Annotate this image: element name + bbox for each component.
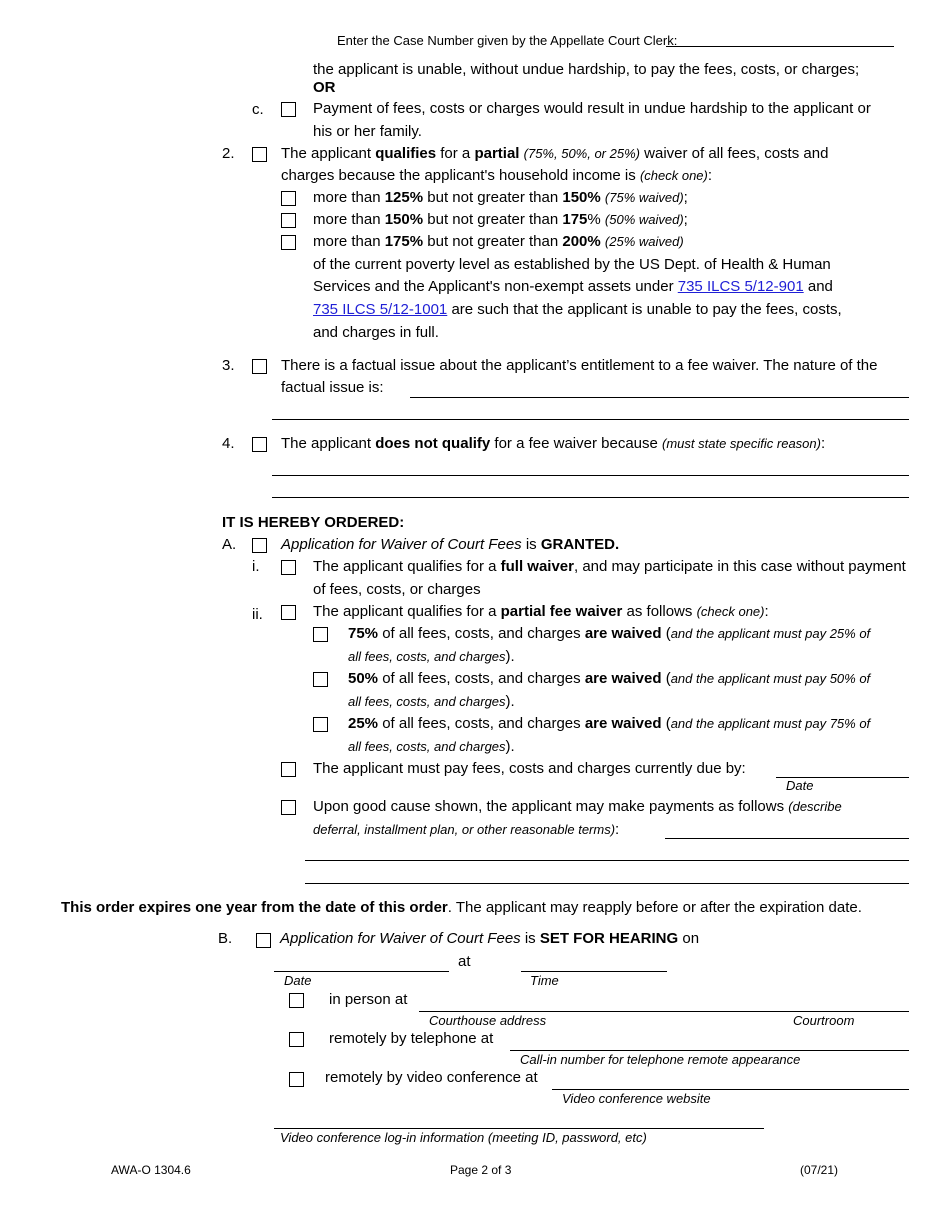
- item-4-checkbox[interactable]: [252, 437, 267, 452]
- login-info-line[interactable]: [274, 1128, 764, 1129]
- income-option-3: more than 175% but not greater than 200% (25% waived): [313, 233, 684, 250]
- pay-due-checkbox[interactable]: [281, 762, 296, 777]
- poverty-text-3: 735 ILCS 5/12-1001 are such that the applicant is unable to pay the fees, costs,: [313, 301, 842, 318]
- statute-link-2[interactable]: 735 ILCS 5/12-1001: [313, 301, 448, 318]
- order-b-number: B.: [218, 930, 233, 947]
- item-2-text-2: charges because the applicant's household income is (check one):: [281, 167, 713, 184]
- order-ii-text: The applicant qualifies for a partial fee waiver as follows (check one):: [313, 603, 769, 620]
- reason-line-2[interactable]: [272, 497, 909, 498]
- hearing-time-label: Time: [530, 973, 559, 988]
- order-a-checkbox[interactable]: [252, 538, 267, 553]
- partial-25-text-1: 25% of all fees, costs, and charges are waived (and the applicant must pay 75% of: [348, 715, 871, 732]
- order-a-text: Application for Waiver of Court Fees is GRANTED.: [281, 536, 620, 553]
- case-number-label: Enter the Case Number given by the Appellate Court Clerk:: [337, 33, 678, 48]
- expiry-notice: This order expires one year from the date of this order. The applicant may reapply before or after the expiration date.: [61, 899, 862, 916]
- item-3-text-2: factual issue is:: [281, 379, 384, 396]
- order-a-number: A.: [222, 536, 237, 553]
- video-checkbox[interactable]: [289, 1072, 304, 1087]
- telephone-text: remotely by telephone at: [329, 1030, 494, 1047]
- reason-line-1[interactable]: [272, 475, 909, 476]
- factual-issue-line-2[interactable]: [272, 419, 909, 420]
- good-cause-checkbox[interactable]: [281, 800, 296, 815]
- income-option-1-checkbox[interactable]: [281, 191, 296, 206]
- video-website-line[interactable]: [552, 1089, 909, 1090]
- order-i-checkbox[interactable]: [281, 560, 296, 575]
- item-2-text-1: The applicant qualifies for a partial (75%, 50%, or 25%) waiver of all fees, costs and: [281, 145, 829, 162]
- item-c-checkbox[interactable]: [281, 102, 296, 117]
- video-website-label: Video conference website: [562, 1091, 711, 1106]
- form-id: AWA-O 1304.6: [111, 1163, 191, 1177]
- continuation-text: the applicant is unable, without undue hardship, to pay the fees, costs, or charges;: [313, 61, 860, 78]
- order-ii-checkbox[interactable]: [281, 605, 296, 620]
- item-c-number: c.: [252, 101, 264, 118]
- callin-label: Call-in number for telephone remote appearance: [520, 1052, 801, 1067]
- hearing-date-line[interactable]: [274, 971, 449, 972]
- item-c-text-2: his or her family.: [313, 123, 422, 140]
- page-number: Page 2 of 3: [450, 1163, 512, 1177]
- income-option-2: more than 150% but not greater than 175% (50% waived);: [313, 211, 688, 228]
- pay-due-text: The applicant must pay fees, costs and charges currently due by:: [313, 760, 746, 777]
- in-person-checkbox[interactable]: [289, 993, 304, 1008]
- pay-due-date-label: Date: [786, 778, 814, 793]
- telephone-checkbox[interactable]: [289, 1032, 304, 1047]
- statute-link-1[interactable]: 735 ILCS 5/12-901: [677, 278, 804, 295]
- item-2-checkbox[interactable]: [252, 147, 267, 162]
- terms-line-2[interactable]: [305, 860, 909, 861]
- at-text: at: [458, 953, 471, 970]
- callin-line[interactable]: [510, 1050, 909, 1051]
- partial-50-text-2: all fees, costs, and charges).: [348, 693, 515, 710]
- courtroom-label: Courtroom: [793, 1013, 855, 1028]
- item-4-number: 4.: [222, 435, 235, 452]
- revision-date: (07/21): [800, 1163, 839, 1177]
- order-i-text-2: of fees, costs, or charges: [313, 581, 481, 598]
- order-ii-number: ii.: [252, 606, 263, 623]
- good-cause-text-2: deferral, installment plan, or other reasonable terms):: [313, 821, 620, 838]
- order-b-text: Application for Waiver of Court Fees is SET FOR HEARING on: [280, 930, 700, 947]
- login-info-label: Video conference log-in information (meeting ID, password, etc): [280, 1130, 647, 1145]
- hearing-time-line[interactable]: [521, 971, 667, 972]
- item-c-text-1: Payment of fees, costs or charges would result in undue hardship to the applicant or: [313, 100, 871, 117]
- case-number-field[interactable]: [666, 46, 894, 47]
- partial-50-checkbox[interactable]: [313, 672, 328, 687]
- good-cause-text-1: Upon good cause shown, the applicant may make payments as follows (describe: [313, 798, 842, 815]
- partial-75-checkbox[interactable]: [313, 627, 328, 642]
- order-b-checkbox[interactable]: [256, 933, 271, 948]
- or-text: OR: [313, 79, 336, 96]
- in-person-text: in person at: [329, 991, 408, 1008]
- poverty-text-4: and charges in full.: [313, 324, 439, 341]
- poverty-text-2: Services and the Applicant's non-exempt assets under 735 ILCS 5/12-901 and: [313, 278, 833, 295]
- partial-75-text-1: 75% of all fees, costs, and charges are waived (and the applicant must pay 25% of: [348, 625, 871, 642]
- item-3-text-1: There is a factual issue about the applicant’s entitlement to a fee waiver. The nature of the: [281, 357, 878, 374]
- partial-25-text-2: all fees, costs, and charges).: [348, 738, 515, 755]
- factual-issue-line-1[interactable]: [410, 397, 909, 398]
- order-i-text-1: The applicant qualifies for a full waiver, and may participate in this case without payment: [313, 558, 906, 575]
- income-option-2-checkbox[interactable]: [281, 213, 296, 228]
- terms-line-3[interactable]: [305, 883, 909, 884]
- courthouse-line[interactable]: [419, 1011, 909, 1012]
- item-2-number: 2.: [222, 145, 235, 162]
- poverty-text-1: of the current poverty level as established by the US Dept. of Health & Human: [313, 256, 831, 273]
- order-i-number: i.: [252, 558, 260, 575]
- item-3-checkbox[interactable]: [252, 359, 267, 374]
- courthouse-label: Courthouse address: [429, 1013, 547, 1028]
- partial-25-checkbox[interactable]: [313, 717, 328, 732]
- income-option-3-checkbox[interactable]: [281, 235, 296, 250]
- hearing-date-label: Date: [284, 973, 312, 988]
- ordered-heading: IT IS HEREBY ORDERED:: [222, 514, 405, 531]
- item-4-text: The applicant does not qualify for a fee waiver because (must state specific reason):: [281, 435, 826, 452]
- partial-50-text-1: 50% of all fees, costs, and charges are waived (and the applicant must pay 50% of: [348, 670, 871, 687]
- item-3-number: 3.: [222, 357, 235, 374]
- terms-line-1[interactable]: [665, 838, 909, 839]
- video-text: remotely by video conference at: [325, 1069, 538, 1086]
- income-option-1: more than 125% but not greater than 150% (75% waived);: [313, 189, 688, 206]
- partial-75-text-2: all fees, costs, and charges).: [348, 648, 515, 665]
